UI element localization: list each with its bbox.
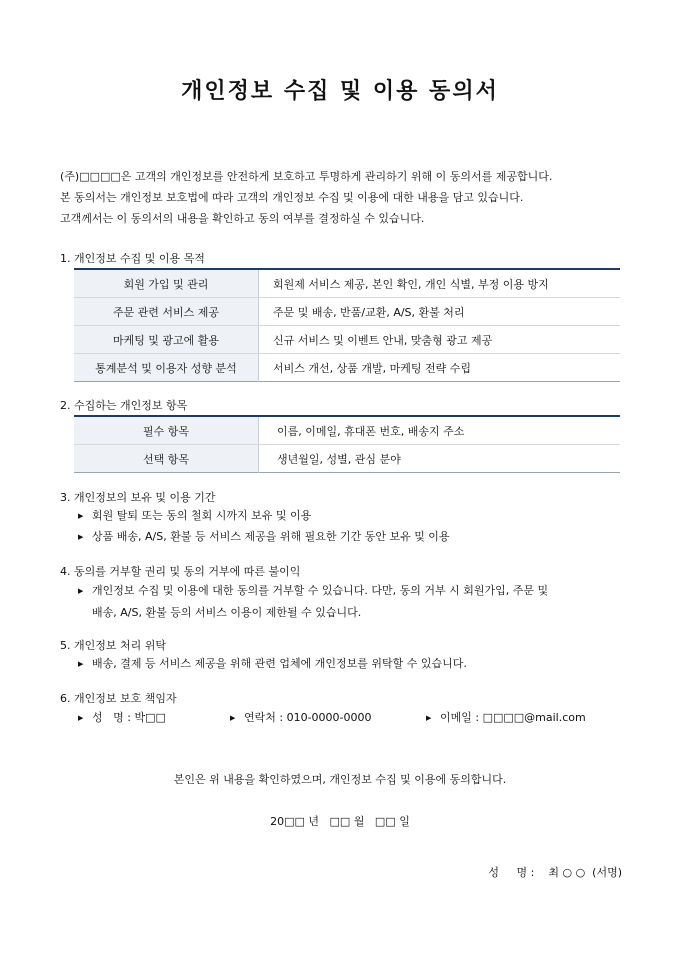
table-row-head: 회원 가입 및 관리: [74, 269, 259, 298]
officer-name: [78, 709, 166, 725]
triangle-right-icon: ▶: [78, 533, 84, 541]
table-row-value: 서비스 개선, 상품 개발, 마케팅 전략 수립: [273, 361, 471, 375]
section-3-title: 3. 개인정보의 보유 및 이용 기간: [60, 491, 216, 504]
table-row-head: 주문 관련 서비스 제공: [74, 298, 259, 326]
triangle-right-icon: ▶: [78, 587, 84, 595]
list-item: [78, 526, 450, 548]
table-row-value: 생년월일, 성별, 관심 분야: [277, 452, 401, 466]
purpose-table: [74, 268, 620, 382]
list-item-text: 상품 배송, A/S, 환불 등 서비스 제공을 위해 필요한 기간 동안 보유 및 이용: [92, 530, 450, 543]
table-row: [74, 354, 620, 382]
section-1-title: 1. 개인정보 수집 및 이용 목적: [60, 252, 205, 265]
section-2-title: 2. 수집하는 개인정보 항목: [60, 399, 188, 412]
table-row: [74, 416, 620, 445]
triangle-right-icon: ▶: [426, 714, 432, 722]
list-item: [78, 653, 467, 675]
table-row: [74, 445, 620, 473]
list-item-text: 회원 탈퇴 또는 동의 철회 시까지 보유 및 이용: [92, 509, 312, 522]
table-row-head: 통계분석 및 이용자 성향 분석: [74, 354, 259, 382]
list-item-text: 개인정보 수집 및 이용에 대한 동의를 거부할 수 있습니다. 다만, 동의 거부 시 회원가입, 주문 및: [92, 584, 549, 597]
table-row-head: 필수 항목: [74, 416, 259, 445]
table-row-head: 선택 항목: [74, 445, 259, 473]
list-item-text-continued: 배송, A/S, 환불 등의 서비스 이용이 제한될 수 있습니다.: [92, 606, 362, 619]
list-item-text: 배송, 결제 등 서비스 제공을 위해 관련 업체에 개인정보를 위탁할 수 있습니다.: [92, 657, 467, 670]
list-item: [78, 505, 311, 527]
section-5-title: 5. 개인정보 처리 위탁: [60, 639, 166, 652]
triangle-right-icon: ▶: [78, 512, 84, 520]
triangle-right-icon: ▶: [78, 714, 84, 722]
officer-email-text: 이메일 : □□□□@mail.com: [440, 711, 586, 724]
agreement-statement: 본인은 위 내용을 확인하였으며, 개인정보 수집 및 이용에 동의합니다.: [173, 773, 507, 786]
section-4-title: 4. 동의를 거부할 권리 및 동의 거부에 따른 불이익: [60, 565, 301, 578]
officer-phone: [230, 709, 372, 725]
intro-line: (주)□□□□은 고객의 개인정보를 안전하게 보호하고 투명하게 관리하기 위해 이 동의서를 제공합니다.: [60, 170, 553, 183]
triangle-right-icon: ▶: [78, 660, 84, 668]
table-row: [74, 269, 620, 298]
date-line[interactable]: 20□□ 년 □□ 월 □□ 일: [270, 815, 410, 828]
items-table: [74, 415, 620, 473]
document-title: 개인정보 수집 및 이용 동의서: [181, 79, 499, 104]
table-row-head: 마케팅 및 광고에 활용: [74, 326, 259, 354]
officer-phone-text: 연락처 : 010-0000-0000: [244, 711, 372, 724]
intro-line: 고객께서는 이 동의서의 내용을 확인하고 동의 여부를 결정하실 수 있습니다.: [60, 212, 425, 225]
intro-line: 본 동의서는 개인정보 보호법에 따라 고객의 개인정보 수집 및 이용에 대한 내용을 담고 있습니다.: [60, 191, 524, 204]
table-row-value: 주문 및 배송, 반품/교환, A/S, 환불 처리: [259, 298, 621, 326]
section-6-title: 6. 개인정보 보호 책임자: [60, 692, 177, 705]
signature-line[interactable]: 성 명 : 최 ○ ○ (서명): [488, 866, 622, 879]
table-row: [74, 298, 620, 326]
table-row-value: 신규 서비스 및 이벤트 안내, 맞춤형 광고 제공: [259, 326, 621, 354]
list-item: [78, 580, 548, 623]
table-row-value: 이름, 이메일, 휴대폰 번호, 배송지 주소: [259, 416, 621, 445]
officer-email: [426, 709, 586, 725]
table-row-value: 회원제 서비스 제공, 본인 확인, 개인 식별, 부정 이용 방지: [259, 269, 621, 298]
triangle-right-icon: ▶: [230, 714, 236, 722]
officer-name-text: 성 명 : 박□□: [92, 711, 166, 724]
intro-paragraph: [60, 166, 630, 229]
table-row: [74, 326, 620, 354]
